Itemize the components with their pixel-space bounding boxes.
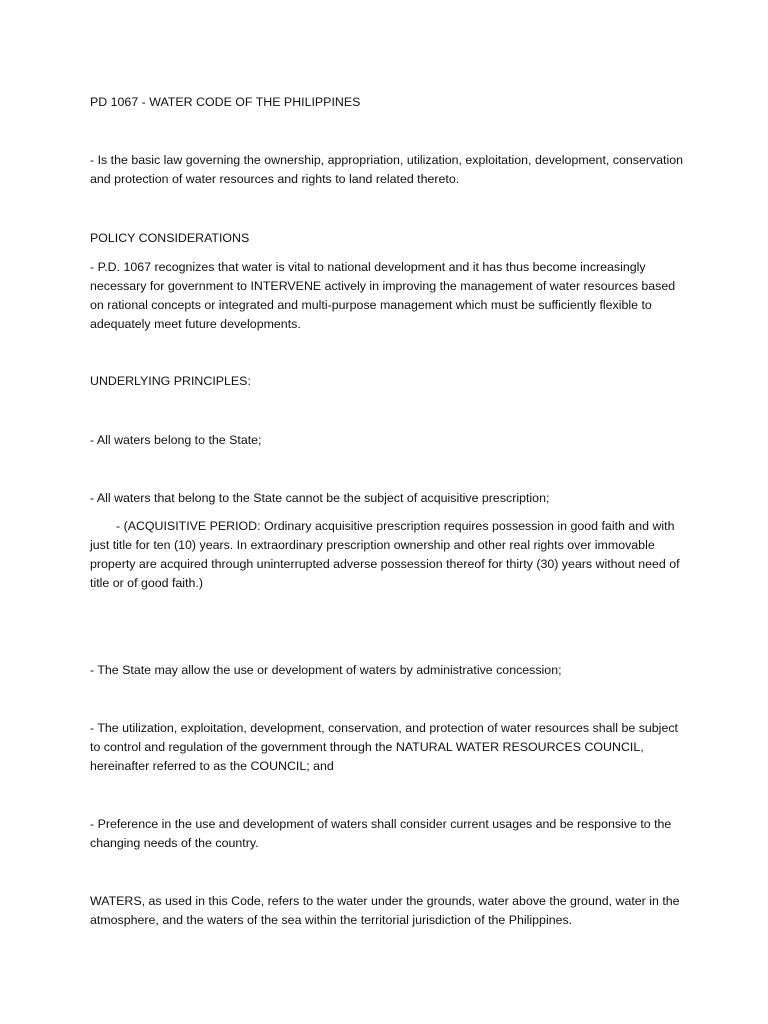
principle-item: - All waters that belong to the State cannot be the subject of acquisitive prescription; bbox=[90, 491, 550, 505]
principles-heading: UNDERLYING PRINCIPLES: bbox=[90, 374, 251, 388]
acquisitive-note: - (ACQUISITIVE PERIOD: Ordinary acquisitive prescription requires possession in good faith and with just title for ten (10) years. In extraordinary prescription ownership and other real rights over immovable property are acquired through uninterrupted adverse possession thereof for thirty (30) years without need of title or of good faith.) bbox=[90, 519, 680, 590]
principle-item: - The utilization, exploitation, development, conservation, and protection of water resources shall be subject to control and regulation of the government through the NATURAL WATER RESOURCES COUNCIL, hereinafter referred to as the COUNCIL; and bbox=[90, 721, 678, 773]
policy-heading: POLICY CONSIDERATIONS bbox=[90, 231, 250, 245]
waters-definition: WATERS, as used in this Code, refers to the water under the grounds, water above the ground, water in the atmosphere, and the waters of the sea within the territorial jurisdiction of the Philippines. bbox=[90, 894, 680, 927]
document-title: PD 1067 - WATER CODE OF THE PHILIPPINES bbox=[90, 95, 361, 109]
principle-item: - All waters belong to the State; bbox=[90, 433, 262, 447]
policy-paragraph: - P.D. 1067 recognizes that water is vital to national development and it has thus become increasingly necessary for government to INTERVENE actively in improving the management of water resources based on rational concepts or integrated and multi-purpose management which must be sufficiently flexible to adequately meet future developments. bbox=[90, 260, 676, 331]
principle-item: - Preference in the use and development of waters shall consider current usages and be responsive to the changing needs of the country. bbox=[90, 817, 672, 850]
intro-paragraph: - Is the basic law governing the ownership, appropriation, utilization, exploitation, development, conservation and protection of water resources and rights to land related thereto. bbox=[90, 153, 684, 186]
principle-item: - The State may allow the use or development of waters by administrative concession; bbox=[90, 663, 562, 677]
